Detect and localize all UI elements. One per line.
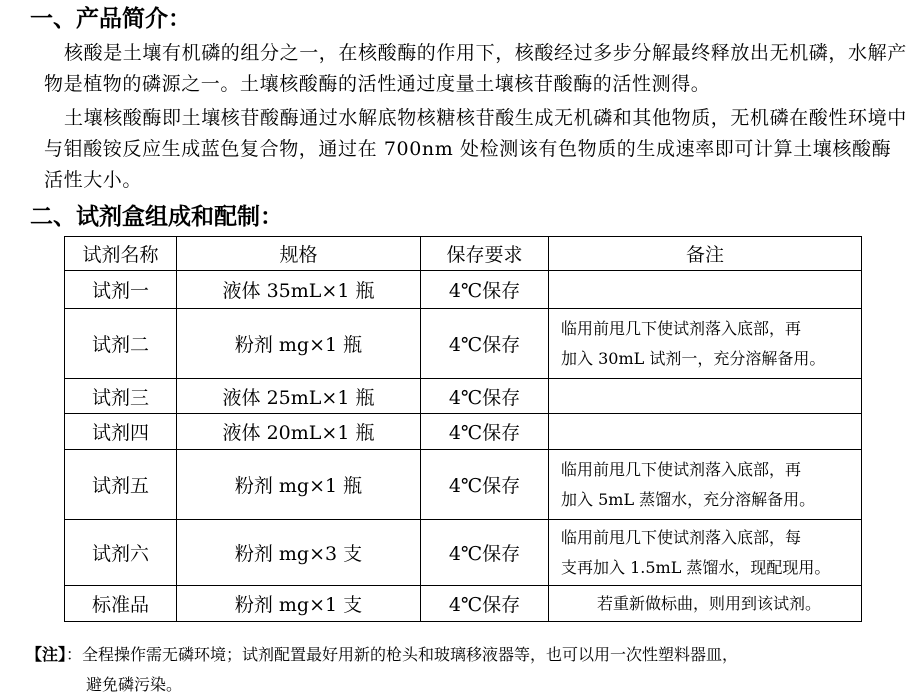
cell-note [549, 309, 862, 379]
cell-name: 试剂四 [65, 414, 177, 450]
cell-note [549, 520, 862, 586]
cell-spec: 粉剂 mg×1 瓶 [177, 309, 421, 379]
table-row [65, 309, 862, 379]
header-reagent-name: 试剂名称 [65, 237, 177, 271]
cell-spec: 粉剂 mg×1 瓶 [177, 450, 421, 520]
section-heading-intro: 一、产品简介： [30, 6, 191, 32]
note-line: 加入 30mL 试剂一，充分溶解备用。 [561, 348, 826, 368]
cell-storage: 4℃保存 [421, 414, 549, 450]
table-header-row [65, 237, 862, 271]
table-row [65, 520, 862, 586]
note-line: 临用前甩几下使试剂落入底部，再 [561, 459, 802, 479]
note-line: 临用前甩几下使试剂落入底部，再 [561, 318, 802, 338]
cell-note [549, 414, 862, 450]
table-row [65, 414, 862, 450]
intro-paragraph-1-text: 核酸是土壤有机磷的组分之一，在核酸酶的作用下，核酸经过多步分解最终释放出无机磷，水解产物是植物的磷源之一。土壤核酸酶的活性通过度量土壤核苷酸酶的活性测得。 [44, 42, 907, 95]
note-line: 加入 5mL 蒸馏水，充分溶解备用。 [561, 489, 816, 509]
cell-spec: 粉剂 mg×1 支 [177, 586, 421, 622]
intro-paragraph-2 [44, 103, 910, 196]
cell-name: 试剂二 [65, 309, 177, 379]
cell-storage: 4℃保存 [421, 271, 549, 309]
intro-paragraph-2-text: 土壤核酸酶即土壤核苷酸酶通过水解底物核糖核苷酸生成无机磷和其他物质，无机磷在酸性环境中与钼酸铵反应生成蓝色复合物，通过在 700nm 处检测该有色物质的生成速率即可计算土壤核酸酶活性大小。 [44, 107, 907, 191]
header-spec: 规格 [177, 237, 421, 271]
note-line: 支再加入 1.5mL 蒸馏水，现配现用。 [561, 557, 831, 577]
cell-name: 试剂六 [65, 520, 177, 586]
footnote [26, 640, 896, 700]
header-storage: 保存要求 [421, 237, 549, 271]
table-row [65, 271, 862, 309]
cell-spec: 液体 20mL×1 瓶 [177, 414, 421, 450]
table-row [65, 450, 862, 520]
cell-note [549, 450, 862, 520]
cell-spec: 液体 35mL×1 瓶 [177, 271, 421, 309]
cell-note [549, 271, 862, 309]
cell-storage: 4℃保存 [421, 450, 549, 520]
footnote-text: ：全程操作需无磷环境；试剂配置最好用新的枪头和玻璃移液器等，也可以用一次性塑料器皿， [66, 645, 739, 664]
cell-note: 若重新做标曲，则用到该试剂。 [549, 586, 862, 622]
footnote-label: 【注】 [26, 645, 67, 664]
section-heading-kit: 二、试剂盒组成和配制： [30, 204, 283, 230]
cell-spec: 液体 25mL×1 瓶 [177, 379, 421, 414]
cell-storage: 4℃保存 [421, 309, 549, 379]
footnote-text-continued: 避免磷污染。 [86, 675, 183, 694]
cell-name: 试剂一 [65, 271, 177, 309]
cell-storage: 4℃保存 [421, 520, 549, 586]
cell-storage: 4℃保存 [421, 379, 549, 414]
cell-storage: 4℃保存 [421, 586, 549, 622]
header-note: 备注 [549, 237, 862, 271]
intro-paragraph-1 [44, 38, 910, 100]
cell-name: 试剂五 [65, 450, 177, 520]
kit-composition-table [64, 236, 862, 622]
table-row [65, 586, 862, 622]
cell-name: 标准品 [65, 586, 177, 622]
note-line: 临用前甩几下使试剂落入底部，每 [561, 527, 802, 547]
table-row [65, 379, 862, 414]
cell-name: 试剂三 [65, 379, 177, 414]
cell-note [549, 379, 862, 414]
cell-spec: 粉剂 mg×3 支 [177, 520, 421, 586]
